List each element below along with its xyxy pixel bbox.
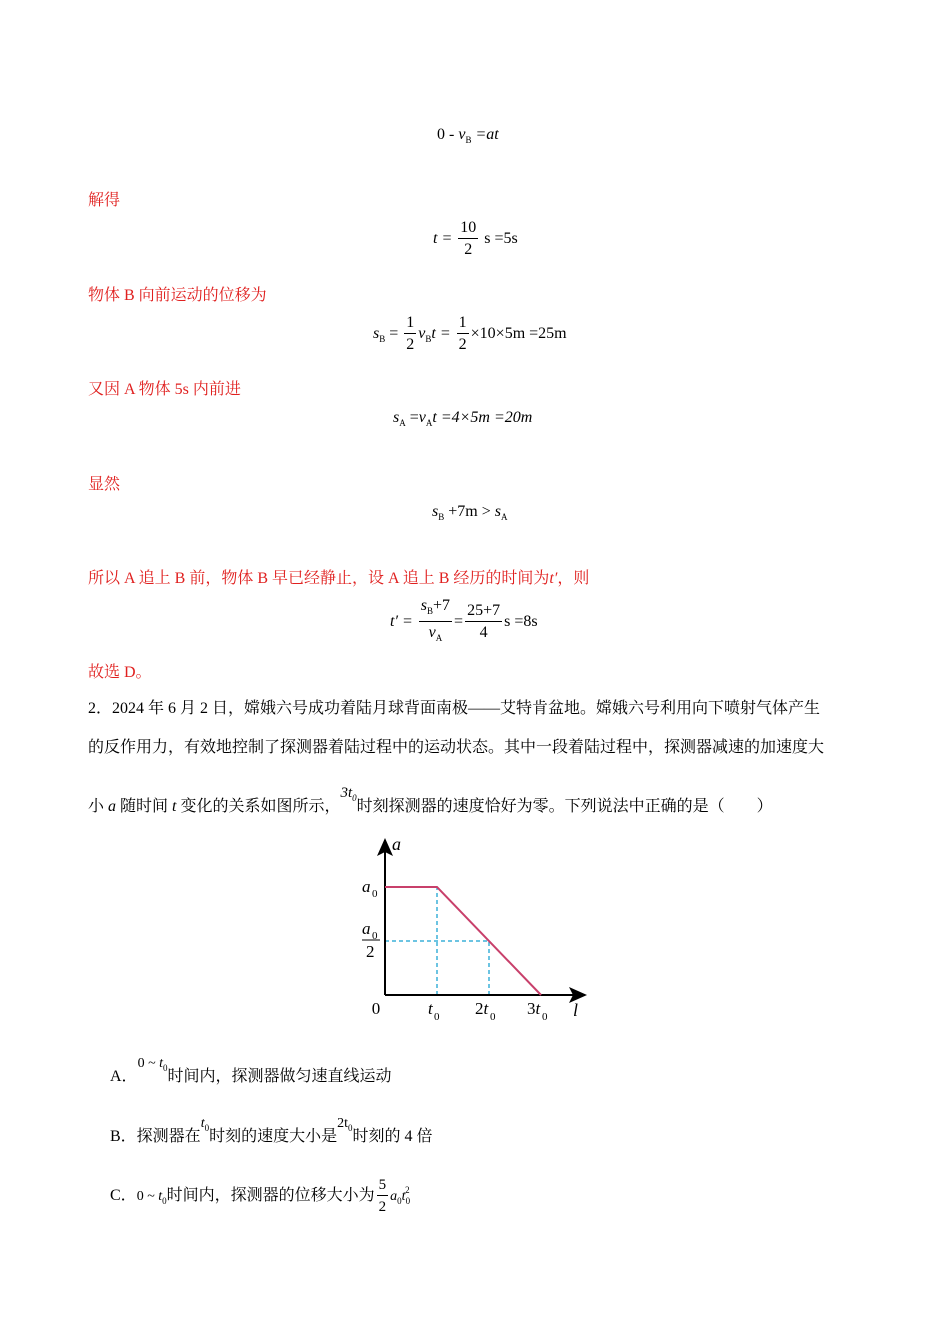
chart-guides bbox=[385, 887, 489, 995]
question-2-line-2: 的反作用力，有效地控制了探测器着陆过程中的运动状态。其中一段着陆过程中，探测器减速的加速度大 bbox=[88, 739, 825, 756]
text-solve: 解得 bbox=[88, 192, 121, 209]
x-tick-2t0 bbox=[475, 999, 496, 1023]
option-a[interactable]: A．0 ~ $t_0$时间内，探测器做匀速直线运动 bbox=[110, 1056, 392, 1085]
y-tick-a0 bbox=[362, 877, 378, 900]
equation-sa: $s_A =v_At =4\times 5m =20m$ bbox=[393, 409, 533, 428]
x-axis-label: l bbox=[573, 1000, 579, 1020]
equation-deceleration: $0 - v_B =at$ bbox=[437, 126, 499, 145]
question-2-line-3: 小 a 随时间 t 变化的关系如图所示，$3t_0$时刻探测器的速度恰好为零。下列说法中正确的是（ ） bbox=[88, 785, 773, 815]
text-b-displacement: 物体 B 向前运动的位移为 bbox=[88, 287, 267, 304]
y-axis-label: a bbox=[392, 834, 401, 854]
x-tick-0: 0 bbox=[371, 999, 381, 1018]
option-b[interactable]: B．探测器在$t_0$时刻的速度大小是$2t_0$时刻的 4 倍 bbox=[110, 1116, 433, 1145]
svg-text:0: 0 bbox=[372, 888, 378, 900]
svg-text:0: 0 bbox=[434, 1011, 440, 1023]
x-tick-t0 bbox=[428, 999, 440, 1023]
svg-text:0: 0 bbox=[372, 930, 378, 942]
equation-compare: $s_B +7m > s_A$ bbox=[432, 503, 508, 522]
equation-sb: $s_B$ = $\frac{1}{2}$ $v_Bt$ = $\frac{1}{2}$ ×10×5m =25m bbox=[373, 314, 567, 353]
svg-text:t: t bbox=[428, 999, 433, 1018]
svg-text:2t: 2t bbox=[475, 999, 489, 1018]
svg-text:a: a bbox=[362, 877, 371, 896]
text-so: 所以 A 追上 B 前，物体 B 早已经静止，设 A 追上 B 经历的时间为t′，则 bbox=[88, 570, 590, 587]
svg-text:2: 2 bbox=[366, 942, 375, 961]
y-tick-a0-half bbox=[362, 919, 380, 961]
text-obviously: 显然 bbox=[88, 476, 121, 493]
svg-text:0: 0 bbox=[490, 1011, 496, 1023]
text-a-5s: 又因 A 物体 5s 内前进 bbox=[88, 381, 241, 398]
acceleration-time-chart bbox=[340, 830, 600, 1030]
svg-text:a: a bbox=[362, 919, 371, 938]
x-tick-3t0 bbox=[527, 999, 548, 1023]
question-2-line-1: 2．2024 年 6 月 2 日，嫦娥六号成功着陆月球背面南极——艾特肯盆地。嫦娥六号利用向下喷射气体产生 bbox=[88, 700, 821, 717]
equation-time: t = $\frac{10}{2}$ s =5s bbox=[433, 219, 518, 258]
equation-t-prime: t′ = $\frac{s_B+7}{v_A}$ = $\frac{25+7}{4}$ s =8s bbox=[390, 597, 538, 643]
time-3t0: $3t_0$ bbox=[340, 785, 357, 803]
svg-text:0: 0 bbox=[542, 1011, 548, 1023]
option-c[interactable]: C．0 ~ $t_0$时间内，探测器的位移大小为 $\frac{5}{2}$ $a_0t_0^2$ bbox=[110, 1177, 411, 1215]
text-choose-d: 故选 D。 bbox=[88, 664, 152, 681]
svg-text:3t: 3t bbox=[527, 999, 541, 1018]
